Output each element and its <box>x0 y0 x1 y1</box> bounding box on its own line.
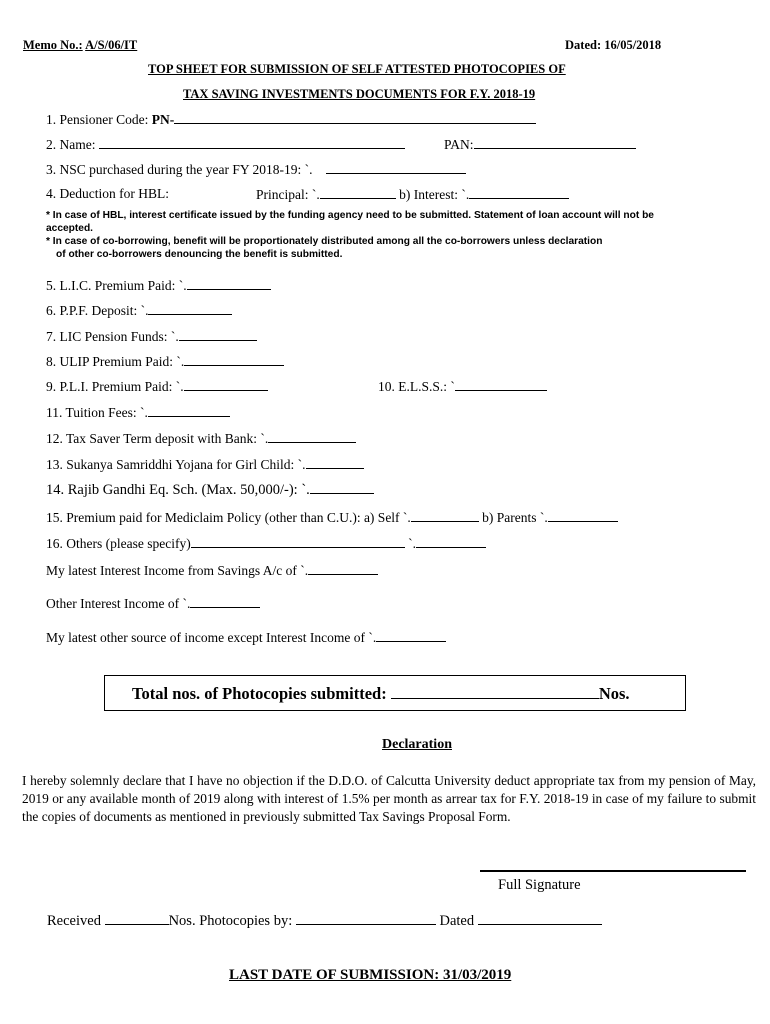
item-tuition: 11. Tuition Fees: `. <box>46 404 230 421</box>
hbl-interest-field[interactable] <box>469 186 569 199</box>
other-source-field[interactable] <box>376 629 446 642</box>
item-tax-saver: 12. Tax Saver Term deposit with Bank: `. <box>46 430 356 447</box>
total-photocopies-field[interactable] <box>391 683 599 699</box>
item-others: 16. Others (please specify) `. <box>46 535 486 552</box>
other-interest-field[interactable] <box>190 595 260 608</box>
elss-field[interactable] <box>455 378 547 391</box>
tax-saver-field[interactable] <box>268 430 356 443</box>
mediclaim-self-field[interactable] <box>411 509 479 522</box>
pan-field[interactable] <box>474 136 636 149</box>
item-pan: PAN: <box>444 136 636 153</box>
item-elss: 10. E.L.S.S.: ` <box>378 378 547 395</box>
item-ulip: 8. ULIP Premium Paid: `. <box>46 353 284 370</box>
memo-number: Memo No.: A/S/06/IT <box>23 38 138 52</box>
item-rajib-gandhi: 14. Rajib Gandhi Eq. Sch. (Max. 50,000/-): `. <box>46 481 374 499</box>
memo-date: Dated: 16/05/2018 <box>565 38 662 52</box>
signature-line[interactable] <box>480 870 746 872</box>
item-hbl: 4. Deduction for HBL: <box>46 186 169 201</box>
other-interest: Other Interest Income of `. <box>46 595 260 612</box>
last-date-submission: LAST DATE OF SUBMISSION: 31/03/2019 <box>229 967 512 983</box>
savings-interest: My latest Interest Income from Savings A/c of `. <box>46 562 378 579</box>
received-date-field[interactable] <box>478 912 602 925</box>
note-hbl: * In case of HBL, interest certificate issued by the funding agency need to be submitted. Statement of loan account will not be accepted. <box>46 210 654 234</box>
title-line-1: TOP SHEET FOR SUBMISSION OF SELF ATTESTED PHOTOCOPIES OF <box>148 62 566 76</box>
total-photocopies-box <box>104 675 686 711</box>
item-sukanya: 13. Sukanya Samriddhi Yojana for Girl Child: `. <box>46 456 364 473</box>
pli-field[interactable] <box>184 378 268 391</box>
nsc-field[interactable] <box>326 161 466 174</box>
declaration-heading: Declaration <box>382 737 452 752</box>
rajib-gandhi-field[interactable] <box>310 481 374 494</box>
ppf-field[interactable] <box>148 302 232 315</box>
hbl-principal-field[interactable] <box>320 186 396 199</box>
item-pensioner-code: 1. Pensioner Code: PN- <box>46 111 536 128</box>
total-photocopies: Total nos. of Photocopies submitted: Nos. <box>132 684 630 703</box>
received-line: Received Nos. Photocopies by: Dated <box>47 912 602 930</box>
tuition-field[interactable] <box>148 404 230 417</box>
declaration-text: I hereby solemnly declare that I have no objection if the D.D.O. of Calcutta University deduct appropriate tax from my pension of May, 2019 or any available month of 2019 along with interest of 1.5% per month as arrear tax for F.Y. 2018-19 in case of my failure to submit the copies of documents as mentioned in previously submitted Tax Savings Proposal Form. <box>22 773 756 824</box>
title-line-2: TAX SAVING INVESTMENTS DOCUMENTS FOR F.Y. 2018-19 <box>183 87 536 101</box>
others-amount-field[interactable] <box>416 535 486 548</box>
item-ppf: 6. P.P.F. Deposit: `. <box>46 302 232 319</box>
lic-pension-field[interactable] <box>179 328 257 341</box>
item-lic-pension: 7. LIC Pension Funds: `. <box>46 328 257 345</box>
item-nsc: 3. NSC purchased during the year FY 2018-19: `. <box>46 161 466 178</box>
signature-label: Full Signature <box>498 877 581 893</box>
item-hbl-amounts: Principal: `. b) Interest: `. <box>256 186 569 203</box>
sukanya-field[interactable] <box>306 456 364 469</box>
other-source-income: My latest other source of income except Interest Income of `. <box>46 629 446 646</box>
note-co-borrowing: * In case of co-borrowing, benefit will be proportionately distributed among all the co-borrowers unless declaration of other co-borrowers denouncing the benefit is submitted. <box>46 236 603 260</box>
mediclaim-parents-field[interactable] <box>548 509 618 522</box>
item-mediclaim: 15. Premium paid for Mediclaim Policy (other than C.U.): a) Self `. b) Parents `. <box>46 509 618 526</box>
ulip-field[interactable] <box>184 353 284 366</box>
savings-interest-field[interactable] <box>308 562 378 575</box>
item-name: 2. Name: <box>46 136 405 153</box>
item-pli: 9. P.L.I. Premium Paid: `. <box>46 378 268 395</box>
item-lic: 5. L.I.C. Premium Paid: `. <box>46 277 271 294</box>
received-count-field[interactable] <box>105 912 169 925</box>
others-specify-field[interactable] <box>191 535 405 548</box>
lic-field[interactable] <box>187 277 271 290</box>
name-field[interactable] <box>99 136 405 149</box>
pensioner-code-field[interactable] <box>174 111 536 124</box>
received-by-field[interactable] <box>296 912 436 925</box>
